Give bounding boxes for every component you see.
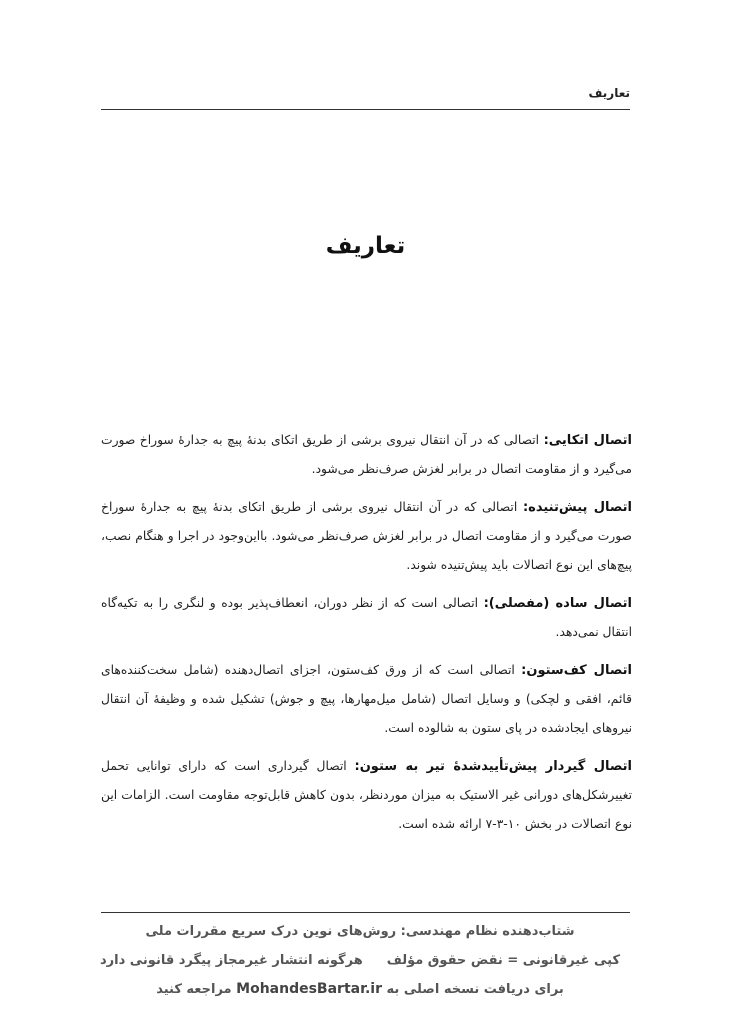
website-link[interactable]: MohandesBartar.ir xyxy=(236,981,383,997)
legal-notice: هرگونه انتشار غیرمجاز پیگرد قانونی دارد xyxy=(99,953,363,968)
definition-prequalified-moment-connection xyxy=(101,752,632,839)
definition-term: اتصال کف‌ستون: xyxy=(521,663,632,678)
definition-text: اتصالی که در آن انتقال نیروی برشی از طریق اتکای بدنهٔ پیچ به جدارهٔ سوراخ صورت می‌گیرد و از مقاومت اتصال در برابر لغزش صرف‌نظر می‌شود. بااین‌وجود در اجرا و هنگام نصب، پیچ‌های این نوع اتصالات باید پیش‌تنیده شوند. xyxy=(101,500,632,572)
header-rule xyxy=(101,109,630,110)
watermark-line-3 xyxy=(80,975,640,1004)
definition-bearing-connection xyxy=(101,426,632,484)
definition-term: اتصال ساده (مفصلی): xyxy=(483,596,632,611)
chapter-title: تعاریف xyxy=(325,233,406,259)
definition-term: اتصال پیش‌تنیده: xyxy=(522,500,633,515)
watermark-line-1: شتاب‌دهنده نظام مهندسی: روش‌های نوین درک سریع مقررات ملی xyxy=(145,924,575,939)
definition-term: اتصال اتکایی: xyxy=(543,433,632,448)
running-header-title: تعاریف xyxy=(588,86,630,100)
source-suffix: مراجعه کنید xyxy=(156,982,232,997)
watermark-line-2 xyxy=(80,946,640,975)
definition-text: اتصال گیرداری است که دارای توانایی تحمل تغییرشکل‌های دورانی غیر الاستیک به میزان موردنظر، بدون کاهش قابل‌توجه مقاومت است. الزامات این نوع اتصالات در بخش ۱۰-۳-۷ ارائه شده است. xyxy=(101,759,632,831)
definition-term: اتصال گیردار پیش‌تأییدشدهٔ تیر به ستون: xyxy=(354,759,633,774)
definition-text: اتصالی که در آن انتقال نیروی برشی از طریق اتکای بدنهٔ پیچ به جدارهٔ سوراخ صورت می‌گیرد و از مقاومت اتصال در برابر لغزش صرف‌نظر می‌شود. xyxy=(101,433,632,476)
definition-pretensioned-connection xyxy=(101,493,632,580)
copyright-notice: کپی غیرقانونی = نقض حقوق مؤلف xyxy=(386,953,621,968)
definitions-list xyxy=(101,426,632,848)
definition-simple-connection xyxy=(101,589,632,647)
footer-watermark xyxy=(80,917,640,1004)
footer-rule xyxy=(101,912,630,913)
definition-text: اتصالی است که از نظر دوران، انعطاف‌پذیر بوده و لنگری را به تکیه‌گاه انتقال نمی‌دهد. xyxy=(101,596,632,639)
definition-text: اتصالی است که از ورق کف‌ستون، اجزای اتصال‌دهنده (شامل سخت‌کننده‌های قائم، افقی و لچکی) و وسایل اتصال (شامل میل‌مهارها، پیچ و جوش) تشکیل شده و وظیفهٔ آن انتقال نیروهای ایجادشده در پای ستون به شالوده است. xyxy=(101,663,632,735)
source-prefix: برای دریافت نسخه اصلی به xyxy=(386,982,564,997)
definition-base-plate-connection xyxy=(101,656,632,743)
